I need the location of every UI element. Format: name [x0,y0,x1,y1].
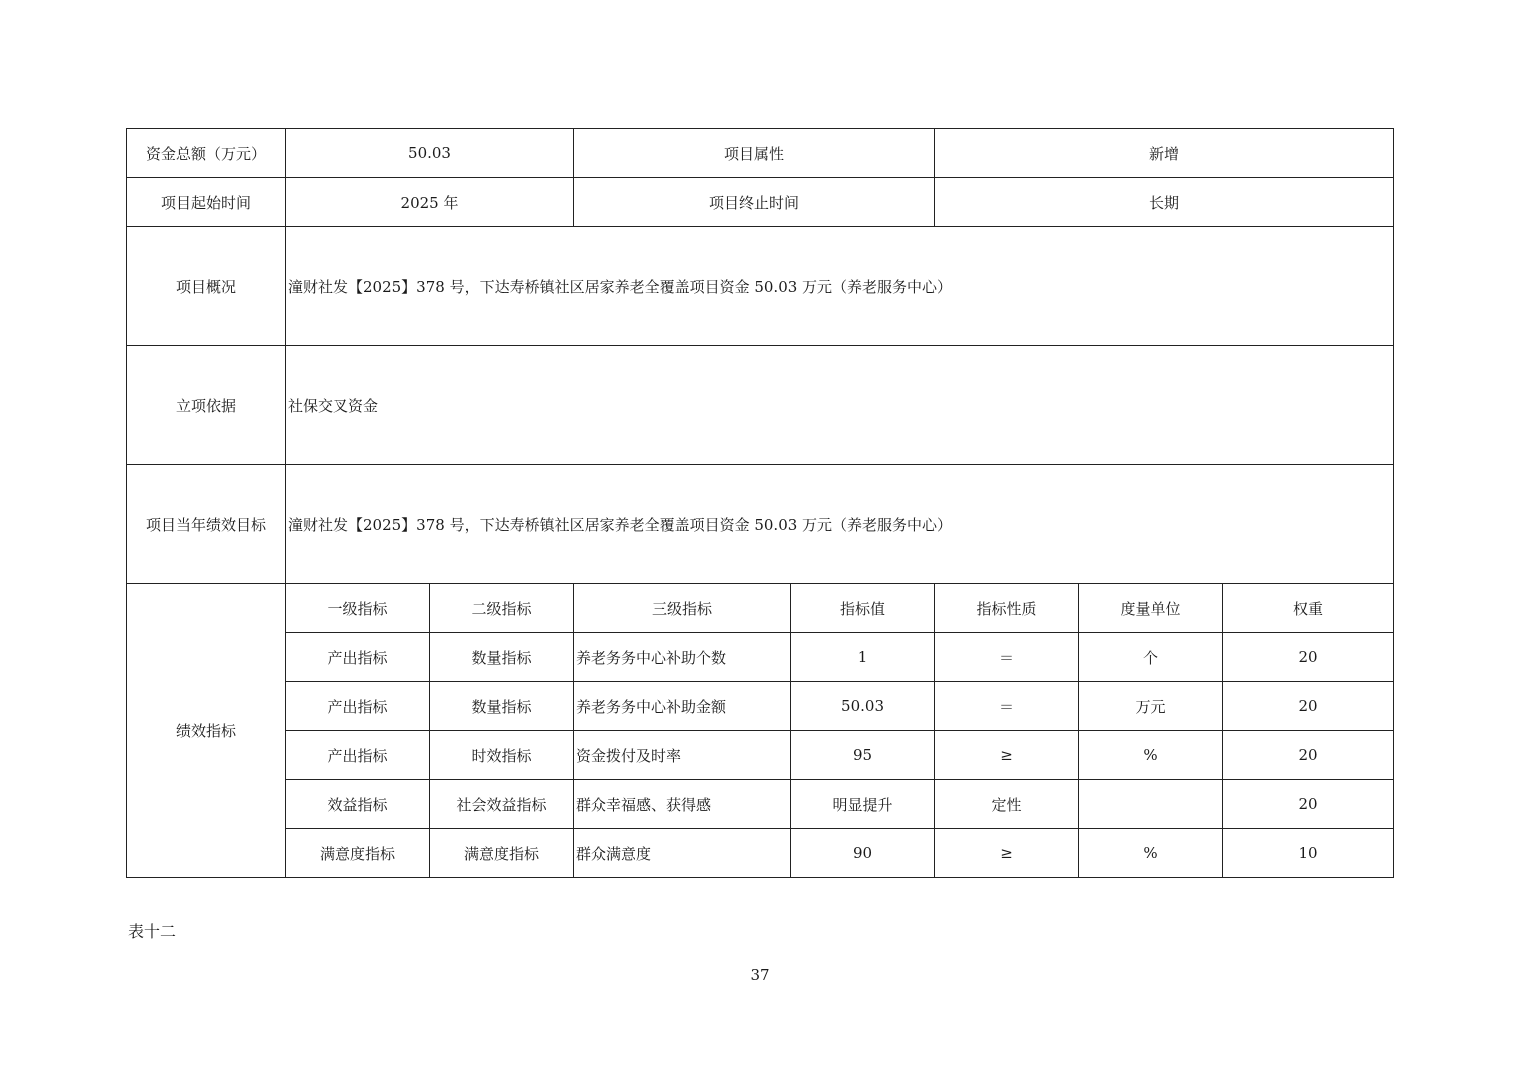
performance-table [126,128,1394,878]
indicator-nature: ≥ [935,829,1079,878]
table-row [127,129,1394,178]
basis-label: 立项依据 [127,346,286,465]
indicator-unit: % [1079,829,1223,878]
indicator-level1: 产出指标 [286,633,430,682]
indicator-level3: 群众满意度 [574,829,791,878]
indicator-level2: 数量指标 [430,682,574,731]
indicator-level3: 养老务务中心补助金额 [574,682,791,731]
indicator-value: 明显提升 [791,780,935,829]
indicator-nature: ＝ [935,633,1079,682]
goal-label: 项目当年绩效目标 [127,465,286,584]
start-time-label: 项目起始时间 [127,178,286,227]
table-row [127,178,1394,227]
column-header: 权重 [1223,584,1394,633]
indicators-label: 绩效指标 [127,584,286,878]
indicator-row [127,682,1394,731]
indicator-weight: 20 [1223,633,1394,682]
table-row [127,227,1394,346]
column-header: 指标性质 [935,584,1079,633]
page-number: 37 [750,966,770,984]
indicator-unit: 个 [1079,633,1223,682]
column-header: 度量单位 [1079,584,1223,633]
indicator-row [127,829,1394,878]
indicator-row [127,780,1394,829]
indicator-weight: 20 [1223,731,1394,780]
overview-label: 项目概况 [127,227,286,346]
indicator-level3: 养老务务中心补助个数 [574,633,791,682]
indicator-unit: 万元 [1079,682,1223,731]
indicator-weight: 20 [1223,682,1394,731]
indicator-value: 90 [791,829,935,878]
indicator-level2: 数量指标 [430,633,574,682]
overview-text: 潼财社发【2025】378 号，下达寿桥镇社区居家养老全覆盖项目资金 50.03 万元（养老服务中心） [286,227,1394,346]
table-row [127,465,1394,584]
column-header: 二级指标 [430,584,574,633]
table-row [127,346,1394,465]
indicator-level2: 社会效益指标 [430,780,574,829]
indicator-nature: ≥ [935,731,1079,780]
column-header: 指标值 [791,584,935,633]
indicator-level2: 满意度指标 [430,829,574,878]
indicator-level2: 时效指标 [430,731,574,780]
start-time-value: 2025 年 [286,178,574,227]
basis-text: 社保交叉资金 [286,346,1394,465]
indicator-value: 95 [791,731,935,780]
column-header: 一级指标 [286,584,430,633]
indicator-level1: 产出指标 [286,682,430,731]
indicator-row [127,731,1394,780]
end-time-value: 长期 [935,178,1394,227]
indicator-value: 50.03 [791,682,935,731]
indicator-weight: 10 [1223,829,1394,878]
indicator-level1: 产出指标 [286,731,430,780]
funding-total-value: 50.03 [286,129,574,178]
indicator-level1: 效益指标 [286,780,430,829]
column-header: 三级指标 [574,584,791,633]
indicator-weight: 20 [1223,780,1394,829]
indicator-nature: 定性 [935,780,1079,829]
goal-text: 潼财社发【2025】378 号，下达寿桥镇社区居家养老全覆盖项目资金 50.03 万元（养老服务中心） [286,465,1394,584]
indicator-nature: ＝ [935,682,1079,731]
indicator-row [127,633,1394,682]
indicator-level3: 群众幸福感、获得感 [574,780,791,829]
indicator-unit: % [1079,731,1223,780]
indicator-level3: 资金拨付及时率 [574,731,791,780]
indicator-unit [1079,780,1223,829]
indicator-value: 1 [791,633,935,682]
indicator-header-row [127,584,1394,633]
funding-total-label: 资金总额（万元） [127,129,286,178]
table-caption: 表十二 [128,922,177,941]
project-attribute-label: 项目属性 [574,129,935,178]
project-attribute-value: 新增 [935,129,1394,178]
end-time-label: 项目终止时间 [574,178,935,227]
indicator-level1: 满意度指标 [286,829,430,878]
